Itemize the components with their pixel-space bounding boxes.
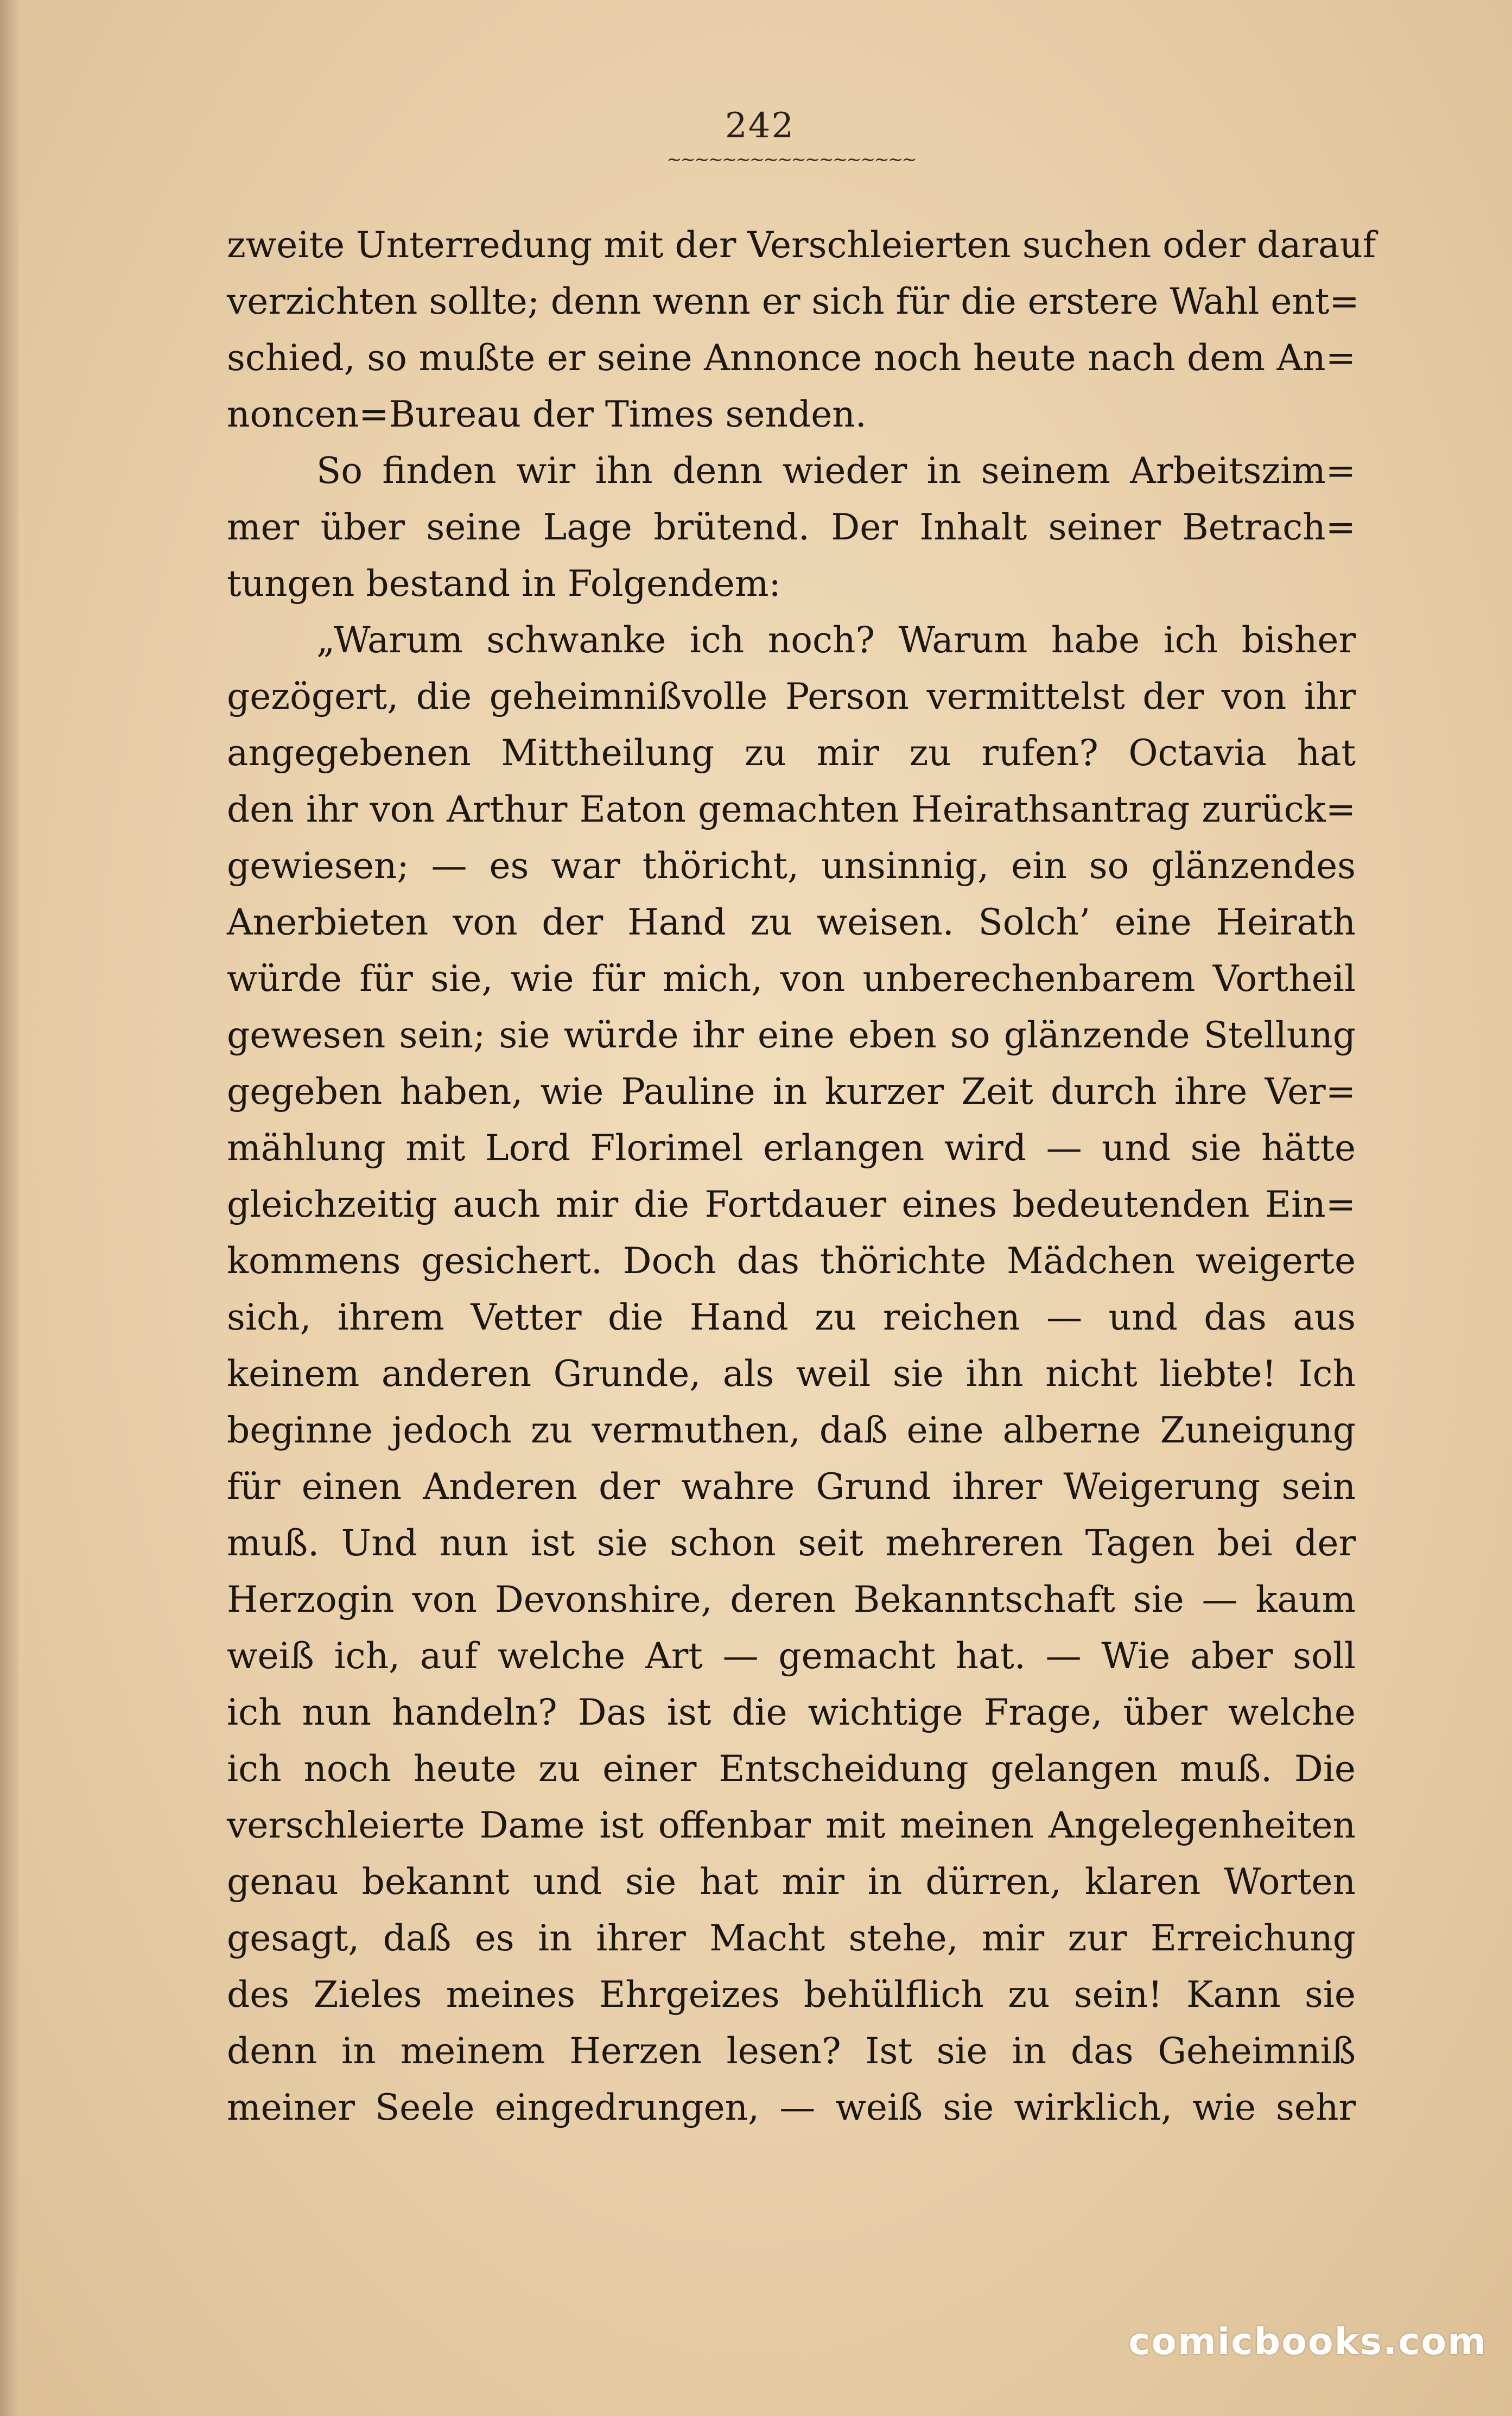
text-line: ich noch heute zu einer Entscheidung gelangen muß. Die	[227, 1748, 1356, 1790]
text-line: würde für sie, wie für mich, von unberechenbarem Vortheil	[227, 958, 1356, 1000]
text-line: mählung mit Lord Florimel erlangen wird — und sie hätte	[227, 1127, 1356, 1169]
text-line: meiner Seele eingedrungen, — weiß sie wirklich, wie sehr	[227, 2087, 1356, 2128]
text-line: für einen Anderen der wahre Grund ihrer Weigerung sein	[227, 1466, 1356, 1508]
text-line: muß. Und nun ist sie schon seit mehreren Tagen bei der	[227, 1522, 1356, 1564]
text-line: gewesen sein; sie würde ihr eine eben so glänzende Stellung	[227, 1014, 1356, 1056]
text-line: ich nun handeln? Das ist die wichtige Frage, über welche	[227, 1692, 1356, 1733]
text-line: denn in meinem Herzen lesen? Ist sie in das Geheimniß	[227, 2030, 1356, 2072]
text-line: „Warum schwanke ich noch? Warum habe ich bisher	[316, 619, 1356, 661]
text-line: weiß ich, auf welche Art — gemacht hat. — Wie aber soll	[227, 1635, 1356, 1677]
text-line: gegeben haben, wie Pauline in kurzer Zeit durch ihre Ver=	[227, 1071, 1356, 1112]
text-line: sich, ihrem Vetter die Hand zu reichen — und das aus	[227, 1296, 1356, 1338]
text-line: kommens gesichert. Doch das thörichte Mädchen weigerte	[227, 1240, 1356, 1282]
text-line: verzichten sollte; denn wenn er sich für die erstere Wahl ent=	[227, 281, 1359, 322]
text-line: So finden wir ihn denn wieder in seinem Arbeitszim=	[316, 450, 1356, 492]
body-text	[227, 217, 1376, 2182]
watermark-logo: comicbooks.com	[1128, 2320, 1487, 2363]
text-line: Herzogin von Devonshire, deren Bekanntschaft sie — kaum	[227, 1579, 1356, 1620]
text-line: gezögert, die geheimnißvolle Person vermittelst der von ihr	[227, 676, 1356, 717]
text-line: gesagt, daß es in ihrer Macht stehe, mir zur Erreichung	[227, 1917, 1356, 1959]
page-number: 242	[725, 106, 795, 146]
page-edge-shadow	[0, 0, 18, 2416]
text-line: noncen=Bureau der Times senden.	[227, 393, 867, 435]
text-line: beginne jedoch zu vermuthen, daß eine alberne Zuneigung	[227, 1409, 1356, 1451]
text-line: tungen bestand in Folgendem:	[227, 563, 781, 605]
text-line: gewiesen; — es war thöricht, unsinnig, ein so glänzendes	[227, 845, 1356, 887]
text-line: schied, so mußte er seine Annonce noch heute nach dem An=	[227, 337, 1356, 379]
text-line: mer über seine Lage brütend. Der Inhalt seiner Betrach=	[227, 506, 1356, 548]
text-line: keinem anderen Grunde, als weil sie ihn nicht liebte! Ich	[227, 1353, 1356, 1395]
text-line: gleichzeitig auch mir die Fortdauer eines bedeutenden Ein=	[227, 1184, 1356, 1225]
text-line: des Zieles meines Ehrgeizes behülflich zu sein! Kann sie	[227, 1974, 1356, 2016]
text-line: zweite Unterredung mit der Verschleierten suchen oder darauf	[227, 224, 1376, 266]
text-line: genau bekannt und sie hat mir in dürren, klaren Worten	[227, 1861, 1356, 1903]
text-line: den ihr von Arthur Eaton gemachten Heirathsantrag zurück=	[227, 789, 1356, 830]
text-line: verschleierte Dame ist offenbar mit meinen Angelegenheiten	[227, 1804, 1356, 1846]
header-ornament: ~~~~~~~~~~~~~~~~~~	[666, 149, 916, 170]
text-line: angegebenen Mittheilung zu mir zu rufen? Octavia hat	[227, 732, 1356, 774]
text-line: Anerbieten von der Hand zu weisen. Solch’ eine Heirath	[227, 901, 1356, 943]
